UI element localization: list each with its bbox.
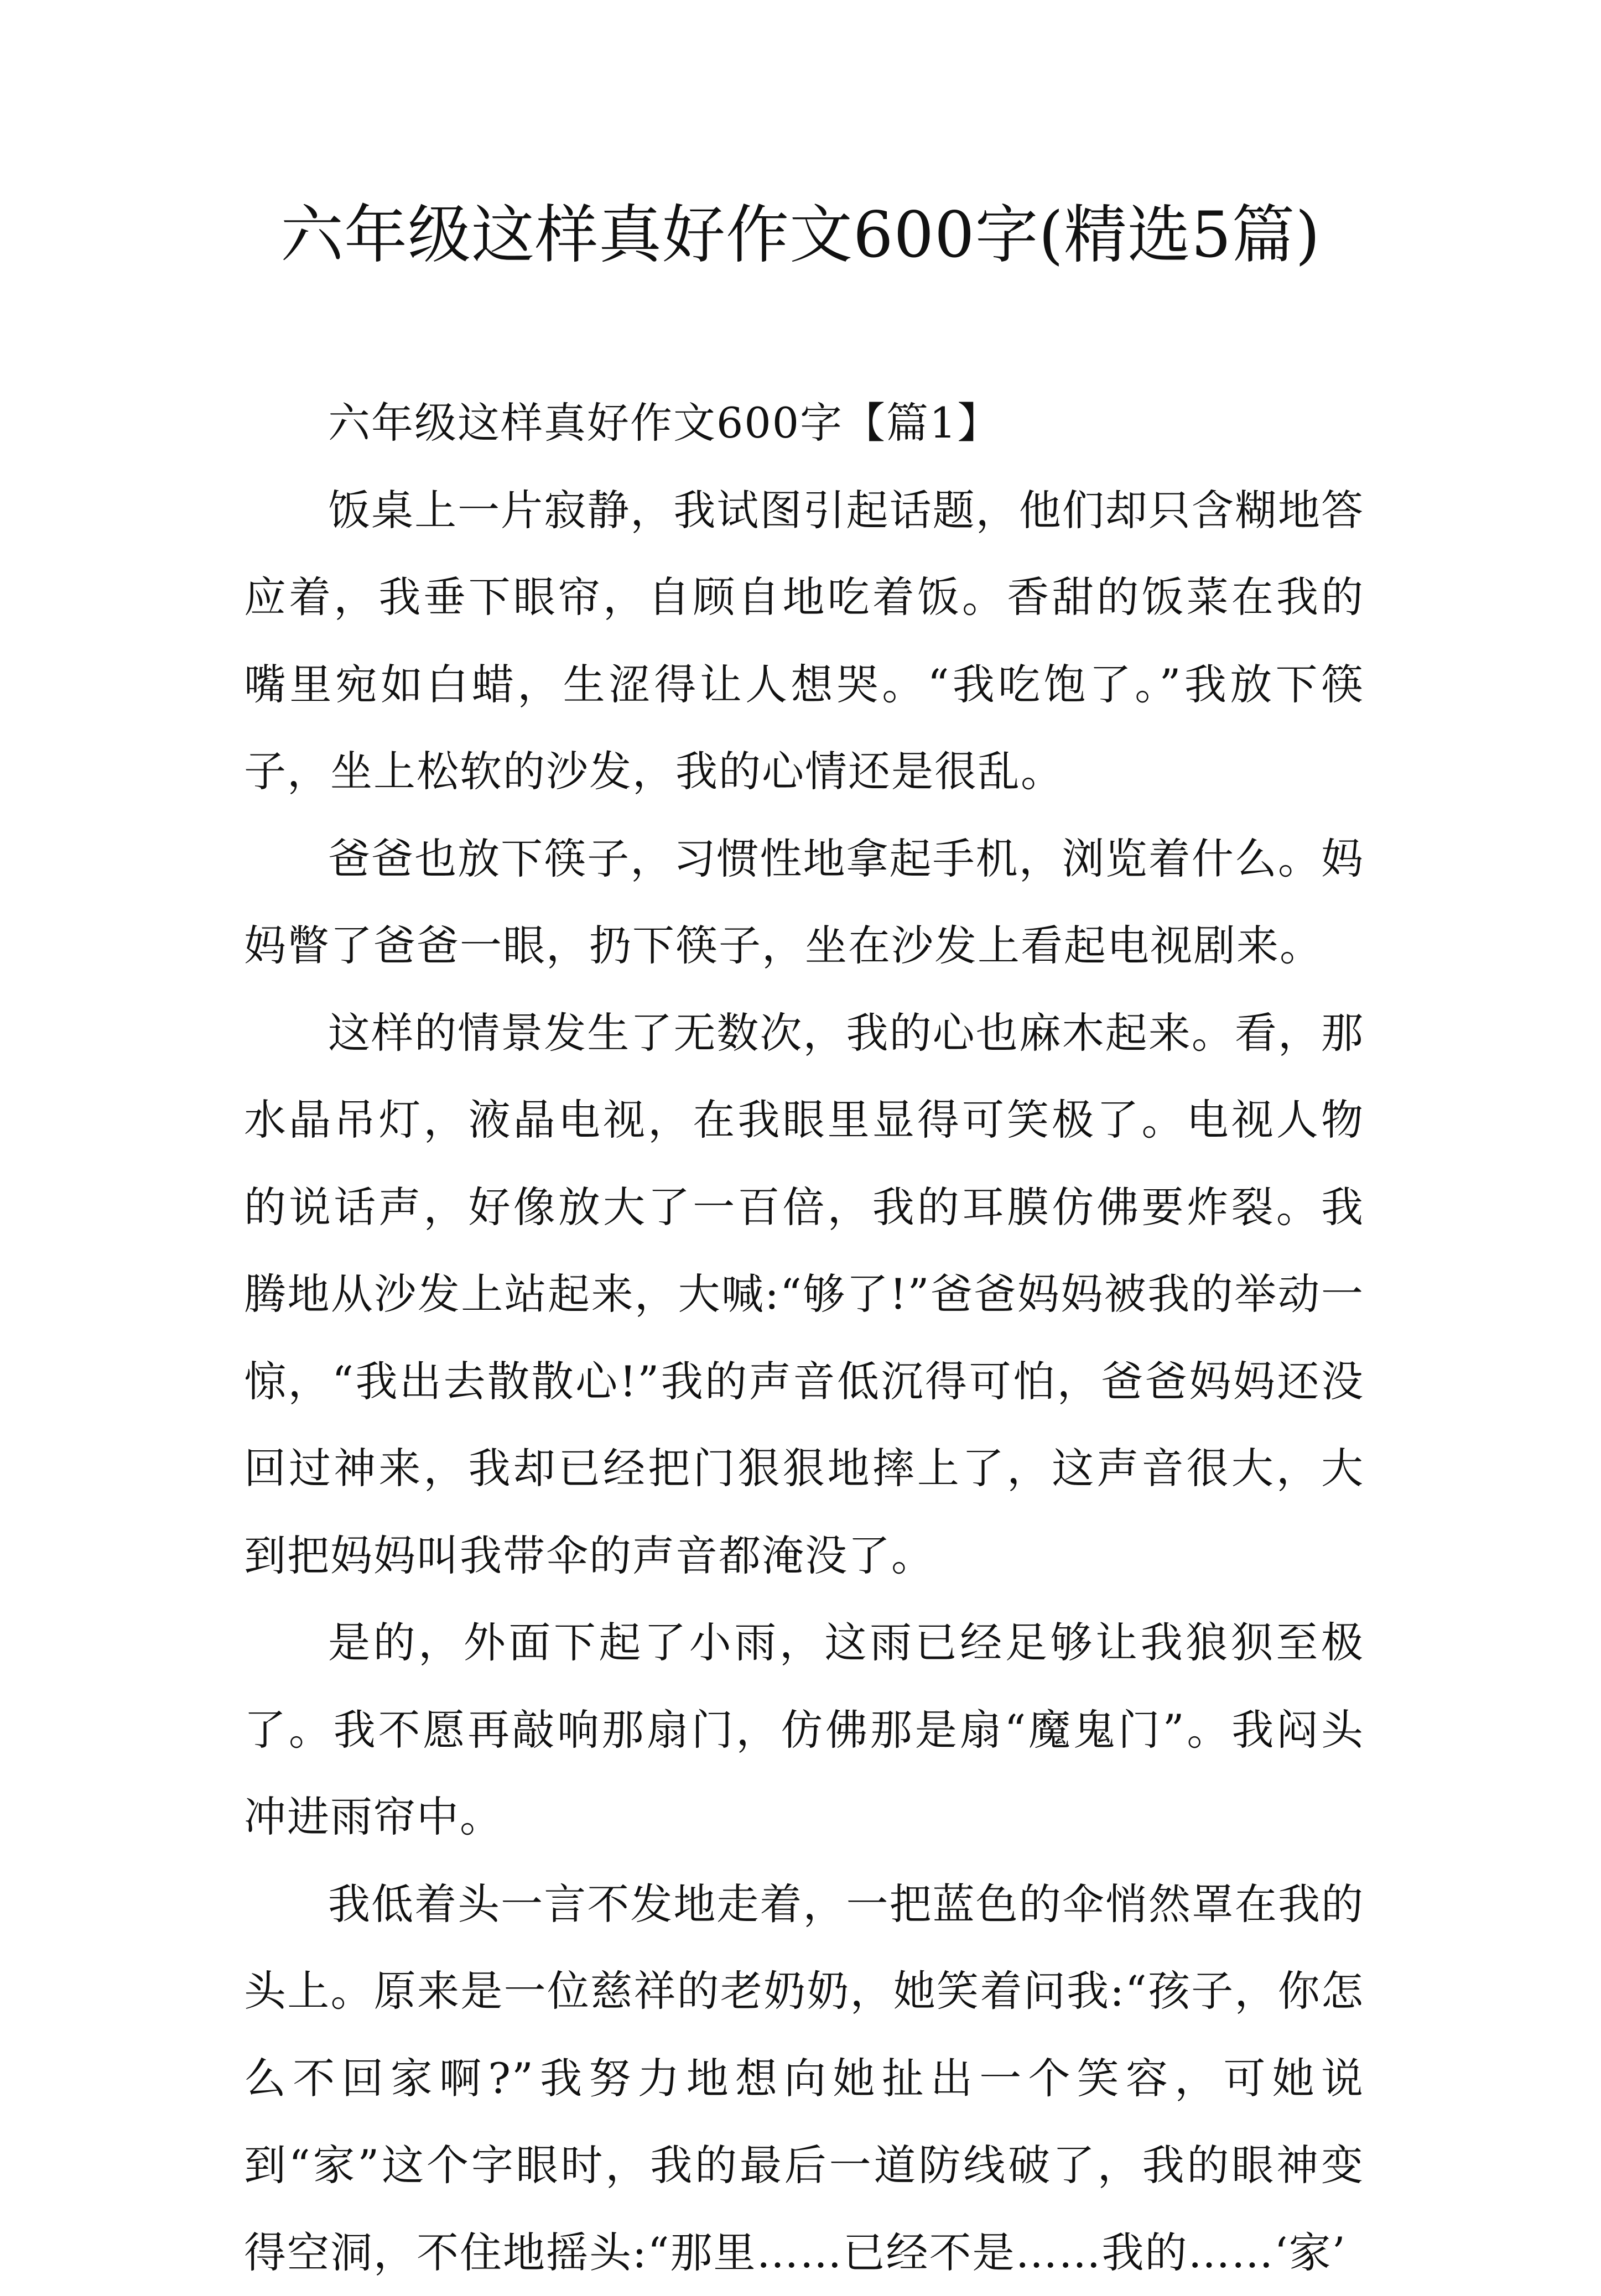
paragraph: 饭桌上一片寂静，我试图引起话题，他们却只含糊地答应着，我垂下眼帘，自顾自地吃着饭。香甜的饭菜在我的嘴里宛如白蜡，生涩得让人想哭。“我吃饱了。”我放下筷子，坐上松软的沙发，我的心情还是很乱。 xyxy=(244,467,1364,815)
section-heading: 六年级这样真好作文600字【篇1】 xyxy=(244,379,1364,467)
document-title: 六年级这样真好作文600字(精选5篇) xyxy=(0,196,1601,274)
paragraph: 这样的情景发生了无数次，我的心也麻木起来。看，那水晶吊灯，液晶电视，在我眼里显得可笑极了。电视人物的说话声，好像放大了一百倍，我的耳膜仿佛要炸裂。我腾地从沙发上站起来，大喊:“够了!”爸爸妈妈被我的举动一惊，“我出去散散心!”我的声音低沉得可怕，爸爸妈妈还没回过神来，我却已经把门狠狠地摔上了，这声音很大，大到把妈妈叫我带伞的声音都淹没了。 xyxy=(244,990,1364,1600)
paragraph: 是的，外面下起了小雨，这雨已经足够让我狼狈至极了。我不愿再敲响那扇门，仿佛那是扇“魔鬼门”。我闷头冲进雨帘中。 xyxy=(244,1599,1364,1861)
paragraph: 爸爸也放下筷子，习惯性地拿起手机，浏览着什么。妈妈瞥了爸爸一眼，扔下筷子，坐在沙发上看起电视剧来。 xyxy=(244,815,1364,990)
document-body xyxy=(244,379,1364,2296)
paragraph: 我低着头一言不发地走着，一把蓝色的伞悄然罩在我的头上。原来是一位慈祥的老奶奶，她笑着问我:“孩子，你怎么不回家啊?”我努力地想向她扯出一个笑容，可她说到“家”这个字眼时，我的最后一道防线破了，我的眼神变得空洞，不住地摇头:“那里……已经不是……我的……‘家’ xyxy=(244,1861,1364,2296)
